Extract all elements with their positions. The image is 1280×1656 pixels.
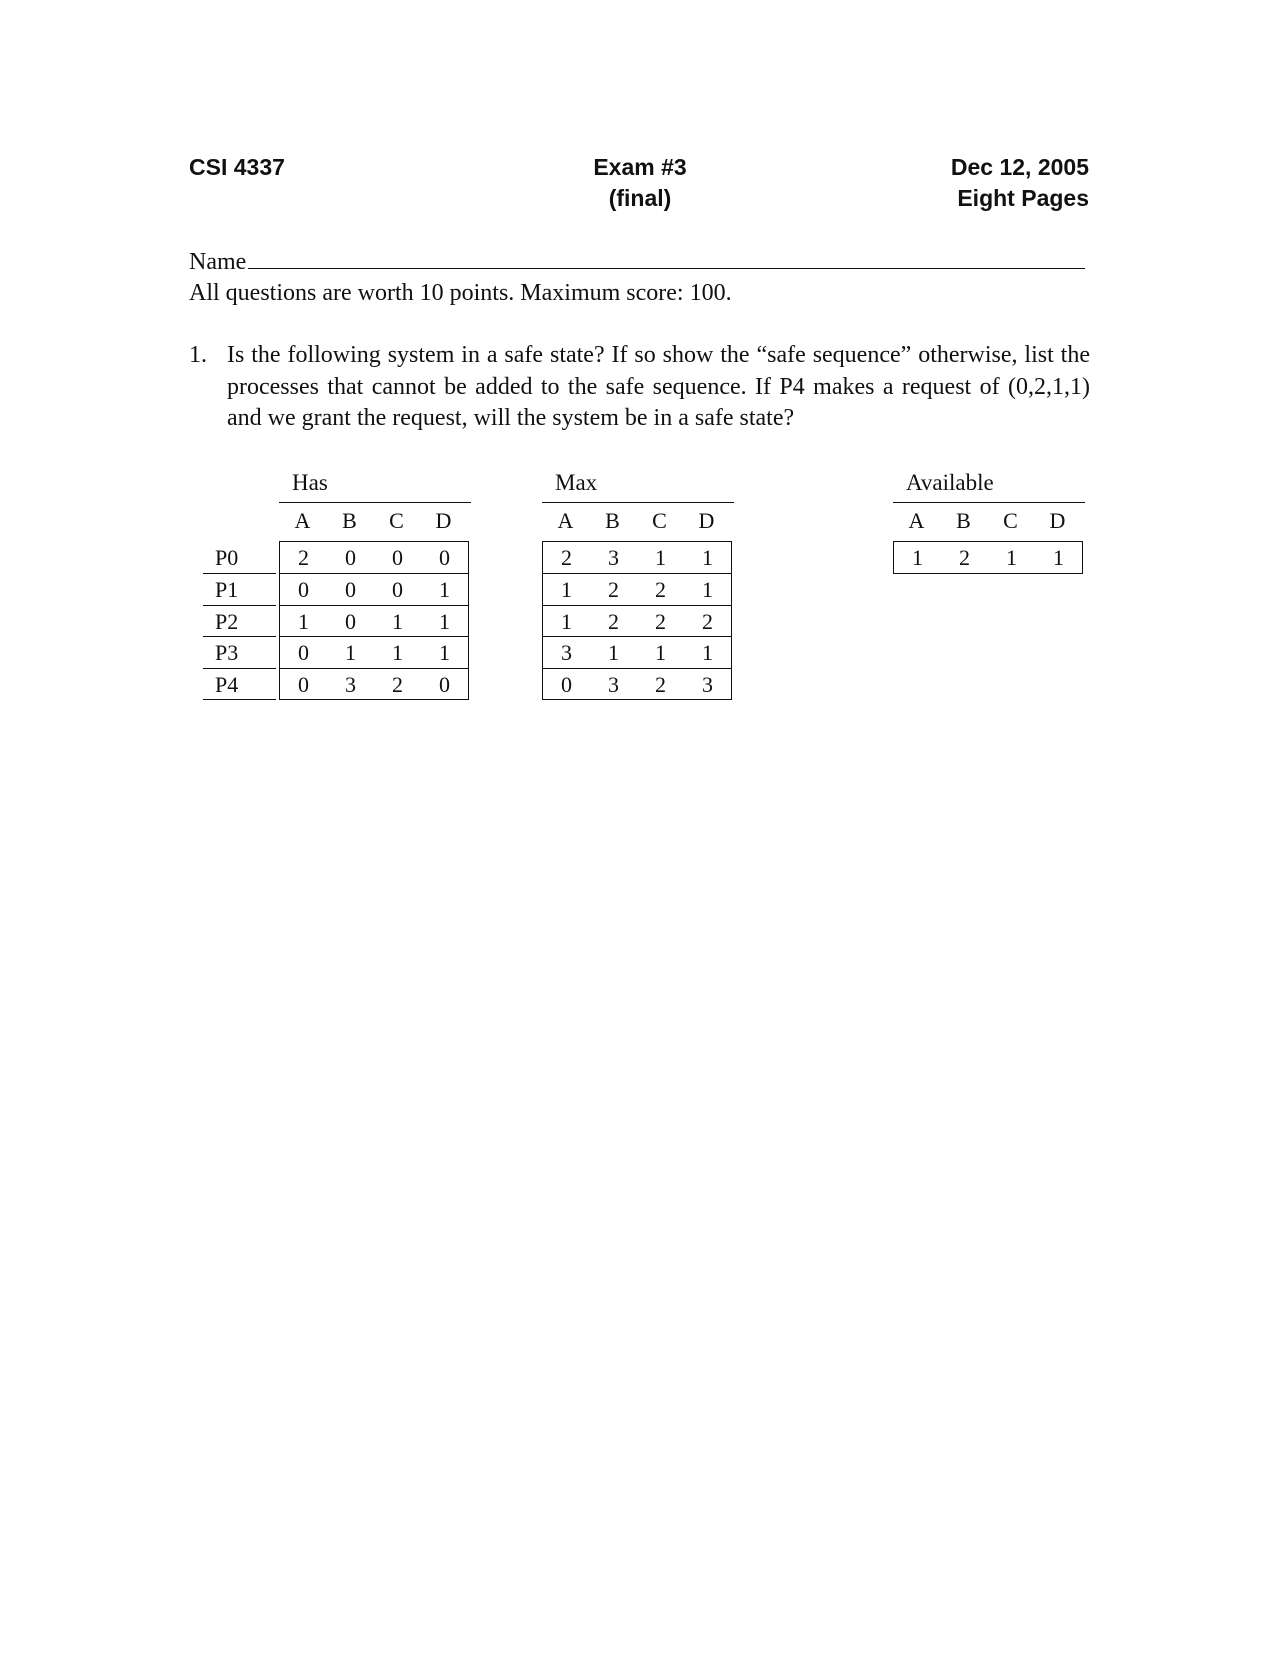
exam-title-text: Exam #3 bbox=[593, 154, 687, 180]
question-number: 1. bbox=[189, 342, 207, 368]
cell: 1 bbox=[561, 577, 572, 602]
col-header: C bbox=[1003, 508, 1018, 533]
cell: 1 bbox=[561, 608, 572, 634]
process-label: P4 bbox=[203, 669, 276, 701]
table-row bbox=[279, 574, 469, 606]
cell: 0 bbox=[298, 577, 309, 602]
cell: 1 bbox=[655, 640, 666, 665]
available-title: Available bbox=[906, 470, 994, 495]
name-label: Name bbox=[189, 249, 247, 275]
cell: 1 bbox=[655, 545, 666, 570]
cell: 1 bbox=[912, 545, 923, 570]
cell: 1 bbox=[702, 640, 713, 665]
process-label: P0 bbox=[203, 541, 276, 574]
table-row bbox=[279, 669, 469, 701]
cell: 2 bbox=[608, 608, 619, 634]
col-header: A bbox=[908, 508, 925, 533]
max-rule bbox=[542, 502, 734, 503]
process-labels bbox=[203, 541, 276, 700]
name-blank-line bbox=[248, 246, 1085, 269]
cell: 1 bbox=[345, 640, 356, 665]
table-row bbox=[542, 574, 732, 606]
cell: 1 bbox=[608, 640, 619, 665]
process-label: P3 bbox=[203, 637, 276, 669]
cell: 3 bbox=[702, 671, 713, 697]
has-rule bbox=[279, 502, 471, 503]
cell: 1 bbox=[702, 577, 713, 602]
col-header: C bbox=[389, 508, 404, 533]
course-code bbox=[189, 152, 285, 183]
table-row bbox=[279, 637, 469, 669]
cell: 2 bbox=[959, 545, 970, 570]
table-row bbox=[542, 606, 732, 638]
has-matrix bbox=[279, 541, 469, 700]
process-label: P1 bbox=[203, 574, 276, 606]
cell: 1 bbox=[439, 640, 450, 665]
exam-title bbox=[540, 152, 740, 214]
cell: 0 bbox=[345, 545, 356, 570]
col-header: A bbox=[294, 508, 311, 533]
cell: 1 bbox=[392, 608, 403, 634]
cell: 1 bbox=[439, 608, 450, 634]
cell: 2 bbox=[392, 671, 403, 697]
cell: 0 bbox=[345, 608, 356, 634]
exam-subtitle-text: (final) bbox=[608, 185, 672, 211]
cell: 0 bbox=[392, 545, 403, 570]
process-label: P2 bbox=[203, 606, 276, 638]
cell: 0 bbox=[298, 640, 309, 665]
cell: 1 bbox=[439, 577, 450, 602]
cell: 3 bbox=[608, 671, 619, 697]
exam-info bbox=[951, 152, 1089, 214]
cell: 3 bbox=[608, 545, 619, 570]
cell: 1 bbox=[1053, 545, 1064, 570]
has-title: Has bbox=[292, 470, 328, 495]
available-column-headers bbox=[893, 508, 1081, 534]
cell: 2 bbox=[655, 577, 666, 602]
cell: 1 bbox=[298, 608, 309, 634]
cell: 0 bbox=[439, 671, 450, 697]
col-header: B bbox=[342, 508, 357, 533]
table-row bbox=[893, 541, 1083, 574]
max-matrix bbox=[542, 541, 732, 700]
available-rule bbox=[893, 502, 1085, 503]
available-matrix bbox=[893, 541, 1083, 574]
table-row bbox=[279, 606, 469, 638]
cell: 2 bbox=[298, 545, 309, 570]
col-header: B bbox=[956, 508, 971, 533]
cell: 2 bbox=[561, 545, 572, 570]
cell: 0 bbox=[298, 671, 309, 697]
cell: 0 bbox=[392, 577, 403, 602]
cell: 2 bbox=[608, 577, 619, 602]
col-header: D bbox=[698, 508, 715, 533]
course-code-text: CSI 4337 bbox=[189, 154, 285, 180]
has-column-headers bbox=[279, 508, 467, 534]
cell: 0 bbox=[561, 671, 572, 697]
question-text: Is the following system in a safe state? If so show the “safe sequence” otherwise, list the processes that cannot be added to the safe sequence. If P4 makes a request of (0,2,1,1) and we grant the request, will the system be in a safe state? bbox=[227, 342, 1090, 431]
cell: 3 bbox=[345, 671, 356, 697]
cell: 1 bbox=[392, 640, 403, 665]
exam-date: Dec 12, 2005 bbox=[950, 154, 1089, 180]
col-header: A bbox=[557, 508, 574, 533]
cell: 3 bbox=[561, 640, 572, 665]
table-row bbox=[542, 669, 732, 701]
max-column-headers bbox=[542, 508, 730, 534]
points-note: All questions are worth 10 points. Maximum score: 100. bbox=[189, 280, 732, 306]
cell: 0 bbox=[439, 545, 450, 570]
cell: 0 bbox=[345, 577, 356, 602]
col-header: D bbox=[1049, 508, 1066, 533]
name-field bbox=[189, 246, 1085, 278]
table-row bbox=[279, 541, 469, 574]
cell: 2 bbox=[702, 608, 713, 634]
cell: 2 bbox=[655, 608, 666, 634]
cell: 2 bbox=[655, 671, 666, 697]
page-count: Eight Pages bbox=[957, 185, 1089, 211]
table-row bbox=[542, 637, 732, 669]
cell: 1 bbox=[1006, 545, 1017, 570]
table-row bbox=[542, 541, 732, 574]
cell: 1 bbox=[702, 545, 713, 570]
col-header: B bbox=[605, 508, 620, 533]
col-header: C bbox=[652, 508, 667, 533]
col-header: D bbox=[435, 508, 452, 533]
max-title: Max bbox=[555, 470, 598, 495]
question-1 bbox=[189, 340, 1090, 435]
